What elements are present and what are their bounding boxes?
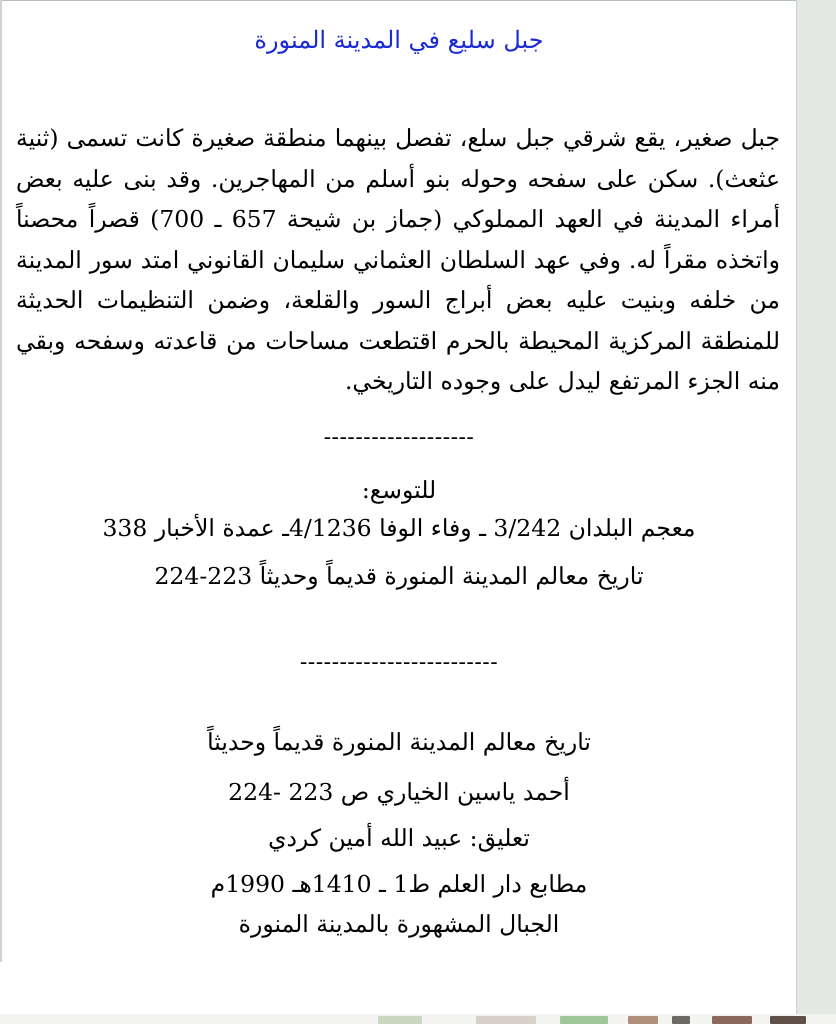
page-thumbnail[interactable] [560,1016,608,1024]
right-gutter [796,0,836,1024]
separator-line: ------------------------- [299,650,499,675]
left-border [0,0,2,962]
document-page [8,0,790,962]
source-publisher: مطابع دار العلم ط1 ـ 1410هـ 1990م [210,870,588,898]
page-thumbnail[interactable] [476,1016,536,1024]
reference-line: تاريخ معالم المدينة المنورة قديماً وحديثاً 223-224 [154,562,644,590]
reference-line: معجم البلدان 3/242 ـ وفاء الوفا 4/1236ـ عمدة الأخبار 338 [102,514,696,542]
page-thumbnail[interactable] [672,1016,690,1024]
source-book-title: تاريخ معالم المدينة المنورة قديماً وحديثاً [207,728,591,756]
source-author: أحمد ياسين الخياري ص 223 -224 [228,778,570,806]
page-thumbnail[interactable] [628,1016,658,1024]
source-series: الجبال المشهورة بالمدينة المنورة [238,910,560,938]
page-thumbnail[interactable] [712,1016,752,1024]
page-thumbnail[interactable] [770,1016,806,1024]
source-commentary: تعليق: عبيد الله أمين كردي [268,824,530,852]
references-heading: للتوسع: [361,476,437,504]
document-title: جبل سليع في المدينة المنورة [254,26,544,54]
page-thumbnail[interactable] [378,1016,422,1024]
separator-line: ------------------- [323,425,475,450]
description-paragraph: جبل صغير، يقع شرقي جبل سلع، تفصل بينهما منطقة صغيرة كانت تسمى (ثنية عثعث). سكن على سفحه وحوله بنو أسلم من المهاجرين. وقد بنى عليه بعض أمراء المدينة في العهد المملوكي (جماز بن شيحة 657 ـ 700) قصراً محصناً واتخذه مقراً له. وفي عهد السلطان العثماني سليمان القانوني امتد سور المدينة من خلفه وبنيت عليه بعض أبراج السور والقلعة، وضمن التنظيمات الحديثة للمنطقة المركزية المحيطة بالحرم اقتطعت مساحات من قاعدته وسفحه وبقي منه الجزء المرتفع ليدل على وجوده التاريخي. [16,124,780,395]
